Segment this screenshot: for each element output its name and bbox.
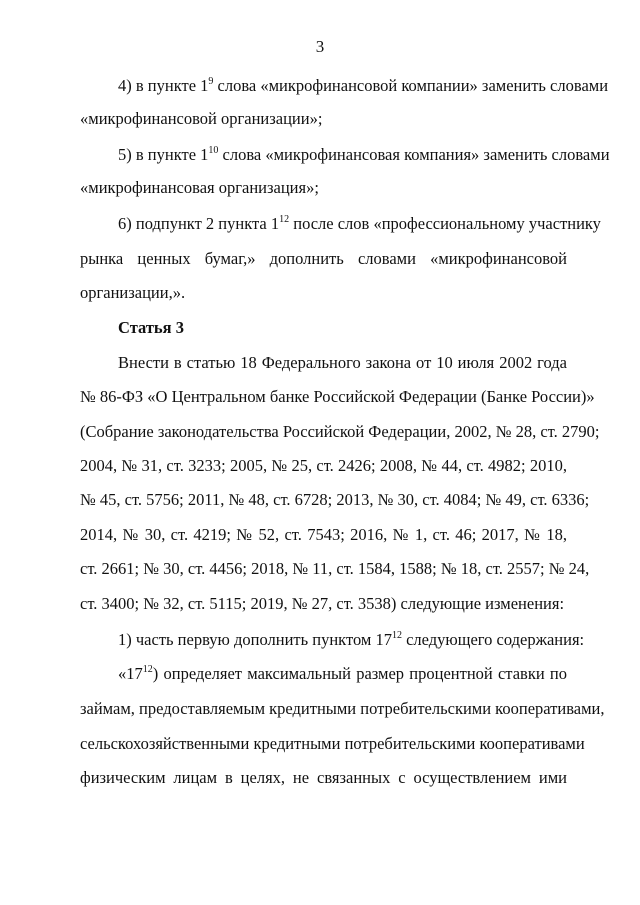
article-body-line: ст. 3400; № 32, ст. 5115; 2019, № 27, ст. 3538) следующие изменения: xyxy=(80,594,565,613)
item-4-superscript: 9 xyxy=(208,76,214,87)
item-5-text-b: слова «микрофинансовая компания» заменить словами xyxy=(218,145,610,164)
article-body-line: 2014, № 30, ст. 4219; № 52, ст. 7543; 2016, № 1, ст. 46; 2017, № 18, xyxy=(80,525,567,544)
point-1-text-b: следующего содержания: xyxy=(401,630,585,649)
quote-text-b: ) определяет максимальный размер процентной ставки по xyxy=(152,664,567,683)
item-5-line-2: «микрофинансовая организация»; xyxy=(80,178,319,197)
quote-line: займам, предоставляемым кредитными потребительскими кооперативами, xyxy=(80,699,605,718)
item-4-line-1 xyxy=(118,76,609,96)
article-body-line: № 45, ст. 5756; 2011, № 48, ст. 6728; 2013, № 30, ст. 4084; № 49, ст. 6336; xyxy=(80,490,590,509)
page-number: 3 xyxy=(315,37,325,56)
quote-text-a: «17 xyxy=(118,664,143,683)
article-body-line: (Собрание законодательства Российской Федерации, 2002, № 28, ст. 2790; xyxy=(80,422,600,441)
item-5-text-a: 5) в пункте 1 xyxy=(118,145,209,164)
quote-line-1 xyxy=(118,664,567,684)
item-6-text-a: 6) подпункт 2 пункта 1 xyxy=(118,214,280,233)
point-1-text-a: 1) часть первую дополнить пунктом 17 xyxy=(118,630,392,649)
item-4-text-a: 4) в пункте 1 xyxy=(118,76,209,95)
item-6-line-3: организации,». xyxy=(80,283,186,302)
item-5-superscript: 10 xyxy=(208,145,219,156)
quote-line: физическим лицам в целях, не связанных с осуществлением ими xyxy=(80,768,567,787)
item-6-line-1 xyxy=(118,214,601,234)
article-body-line: 2004, № 31, ст. 3233; 2005, № 25, ст. 2426; 2008, № 44, ст. 4982; 2010, xyxy=(80,456,567,475)
article-body-line: № 86-ФЗ «О Центральном банке Российской Федерации (Банке России)» xyxy=(80,387,595,406)
quote-superscript: 12 xyxy=(142,664,153,675)
item-4-line-2: «микрофинансовой организации»; xyxy=(80,109,323,128)
item-6-line-2: рынка ценных бумаг,» дополнить словами «микрофинансовой xyxy=(80,249,567,268)
article-heading: Статья 3 xyxy=(118,318,184,337)
point-1-line xyxy=(118,630,585,650)
item-6-superscript: 12 xyxy=(279,214,290,225)
quote-line: сельскохозяйственными кредитными потребительскими кооперативами xyxy=(80,734,585,753)
item-6-text-b: после слов «профессиональному участнику xyxy=(289,214,601,233)
article-body-line: ст. 2661; № 30, ст. 4456; 2018, № 11, ст. 1584, 1588; № 18, ст. 2557; № 24, xyxy=(80,559,590,578)
item-4-text-b: слова «микрофинансовой компании» заменить словами xyxy=(213,76,609,95)
point-1-superscript: 12 xyxy=(391,630,402,641)
article-body-line: Внести в статью 18 Федерального закона от 10 июля 2002 года xyxy=(118,353,567,372)
item-5-line-1 xyxy=(118,145,610,165)
